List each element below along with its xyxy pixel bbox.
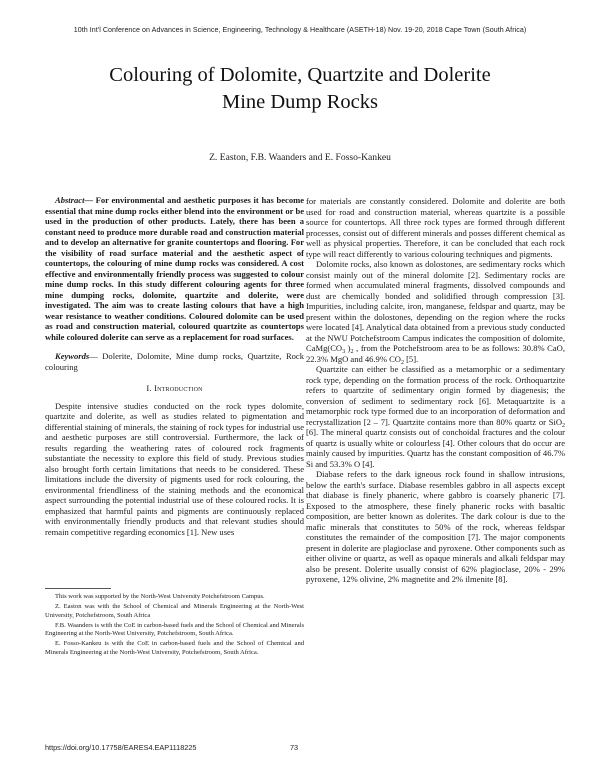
paper-title: [40, 62, 560, 116]
intro-paragraph-1: Despite intensive studies conducted on the rock types dolomite, quartzite and dolerite, as well as studies related to pigmentation and differential staining of minerals, the staining of rock types for industrial use and aesthetic purposes are still controversial. Furthermore, the lack of results regarding the weathering rates of coloured rock fragments substantiate the necessity to explore this field of study. Previous studies also brought forth certain limitations that needs to be considered. These limitations include the diversity of pigments used for rock colouring, the environmental friendliness of the staining methods and the economical aspect surrounding the potential industrial use of these coloured rocks. It is emphasized that harmful paints and pigments are continuously replaced with environmentally friendly products and that relevant studies should remain competitive regarding economics [1]. New uses: [45, 400, 304, 537]
dolomite-paragraph: [306, 259, 565, 364]
conference-header: 10th Int'l Conference on Advances in Science, Engineering, Technology & Healthcare (ASETH-18) Nov. 19-20, 2018 Cape Town (South Africa): [73, 26, 527, 34]
footnote: This work was supported by the North-West University Potchefstroom Campus.: [55, 593, 265, 600]
footnote: Z. Easton was with the School of Chemical and Minerals Engineering at the North-West University, Potchefstroom, South Africa: [45, 603, 304, 619]
quartzite-text-a: Quartzite can either be classified as a metamorphic or a sedimentary rock type, depending on the formation process of the rock. Orthoquartzite refers to quartzite of sedimentary origin formed by diagenesis; the conversion of sediment to sedimentary rock [6]. Metaquartzite is a metamorphic rock type formed due to an incorporation of deformation and recrystallization [2 – 7]. Quartzite contains more than 80% quartz or SiO: [306, 364, 565, 427]
dolomite-text-a: Dolomite rocks, also known as dolostones, are sedimentary rocks which consist mainly out of the mineral dolomite [2]. Sedimentary rocks are formed when accumulated mineral fragments, dissolved compounds and dust are chemically bonded and solidified through compression [3]. Impurities, including calcite, iron, manganese, feldspar and quartz, may be present within the dolostones, depending on the region where the rocks were located [4]. Analytical data obtained from a previous study conducted at the NWU Potchefstroom Campus indicates the composition of dolomite, CaMg(CO: [306, 259, 565, 353]
author-list: Z. Easton, F.B. Waanders and E. Fosso-Kankeu: [209, 152, 391, 163]
page-number: 73: [290, 743, 299, 752]
abstract: [45, 195, 304, 342]
quartzite-text-b: [6]. The mineral quartz consists out of conchoidal fractures and the colour of quartz is usually white or colourless [4]. Other colours that do occur are mainly caused by impurities. Quartz has the constant composition of 46.7% Si and 53.3% O [4].: [306, 427, 565, 469]
footnote: F.B. Waanders is with the CoE in carbon-based fuels and the School of Chemical and Minerals Engineering at the North-West University, Potchefstroom, South Africa.: [45, 621, 304, 638]
abstract-text: — For environmental and aesthetic purposes it has become essential that mine dump rocks either blend into the environment or be used in the production of other products. Lately, there has been a constant need to produce more durable road and construction material and to develop an alternative for granite countertops and flooring. For the visibility of road surface material and the aesthetic aspect of countertops, the colouring of mine dump rocks was considered. A cost effective and environmentally friendly process was suggested to colour mine dump rocks. In this study different colouring agents for three mine dumping rocks, dolomite, quartzite and dolerite, were investigated. The aim was to create lasting colours that have a high wear resistance to weather conditions. Coloured dolomite can be used as road and construction material, coloured quartzite as countertops while coloured dolerite can serve as a replacement for road surfaces.: [45, 195, 304, 342]
title-line-2: Mine Dump Rocks: [221, 91, 379, 113]
subscript: 2: [350, 349, 354, 355]
subscript: 3: [342, 349, 346, 355]
section-heading-introduction: I. Introduction: [146, 383, 203, 393]
doi-link[interactable]: https://doi.org/10.17758/EARES4.EAP1118225: [45, 743, 197, 752]
keywords-label: Keywords: [55, 351, 90, 361]
dolomite-text-d: [5].: [403, 353, 419, 364]
left-column: [45, 195, 304, 537]
footnote: E. Fosso-Kankeu is with the CoE in carbon-based fuels and the School of Chemical and Minerals Engineering at the North-West University, Potchefstroom, South Africa.: [45, 640, 304, 656]
keywords-text: — Dolerite, Dolomite, Mine dump rocks, Quartzite, Rock colouring: [45, 351, 304, 372]
right-column: [306, 196, 565, 585]
dolomite-text-c: , from the Potchefstroom area to be as follows: 30.8% CaO, 22.3% MgO and 46.9% CO: [306, 343, 565, 364]
dolomite-text-b: ): [345, 343, 351, 353]
abstract-label: Abstract: [55, 195, 85, 205]
quartzite-paragraph: [306, 364, 565, 469]
subscript: 2: [400, 359, 404, 366]
footnotes: [45, 593, 304, 659]
title-line-1: Colouring of Dolomite, Quartzite and Dolerite: [109, 64, 491, 86]
intro-paragraph-continued: for materials are constantly considered. Dolomite and dolerite are both used for road and construction material, whereas quartzite is a possible source for countertops. All three rock types are formed through different processes, consist out of different minerals and posses different chemical as well as physical properties. Therefore, it can be concluded that each rock type will react differently to various colouring techniques and pigments.: [306, 196, 565, 259]
keywords: [45, 351, 304, 372]
footnote-divider: [45, 588, 111, 589]
dolerite-paragraph: Diabase refers to the dark igneous rock found in shallow intrusions, below the earth's surface. Diabase resembles gabbro in all aspects except that diabase is finely phaneric, where gabbro is coarsely phaneric [7]. Exposed to the atmosphere, these finely phaneric rocks with basaltic composition, are better known as dolerites. The dark colour is due to the mafic minerals that constitutes to 50% of the rock, whereas feldspar constitutes the remainder of the composition [7]. The major components present in dolerite are plagioclase and pyroxene. Other components such as either olivine or quartz, as well as opaque minerals and alkali feldspar may also be present. Dolerite usually consist of 62% plagioclase, 20% - 29% pyroxene, 12% olivine, 2% magnetite and 2% ilmenite [8].: [306, 469, 565, 584]
subscript: 2: [562, 422, 565, 429]
